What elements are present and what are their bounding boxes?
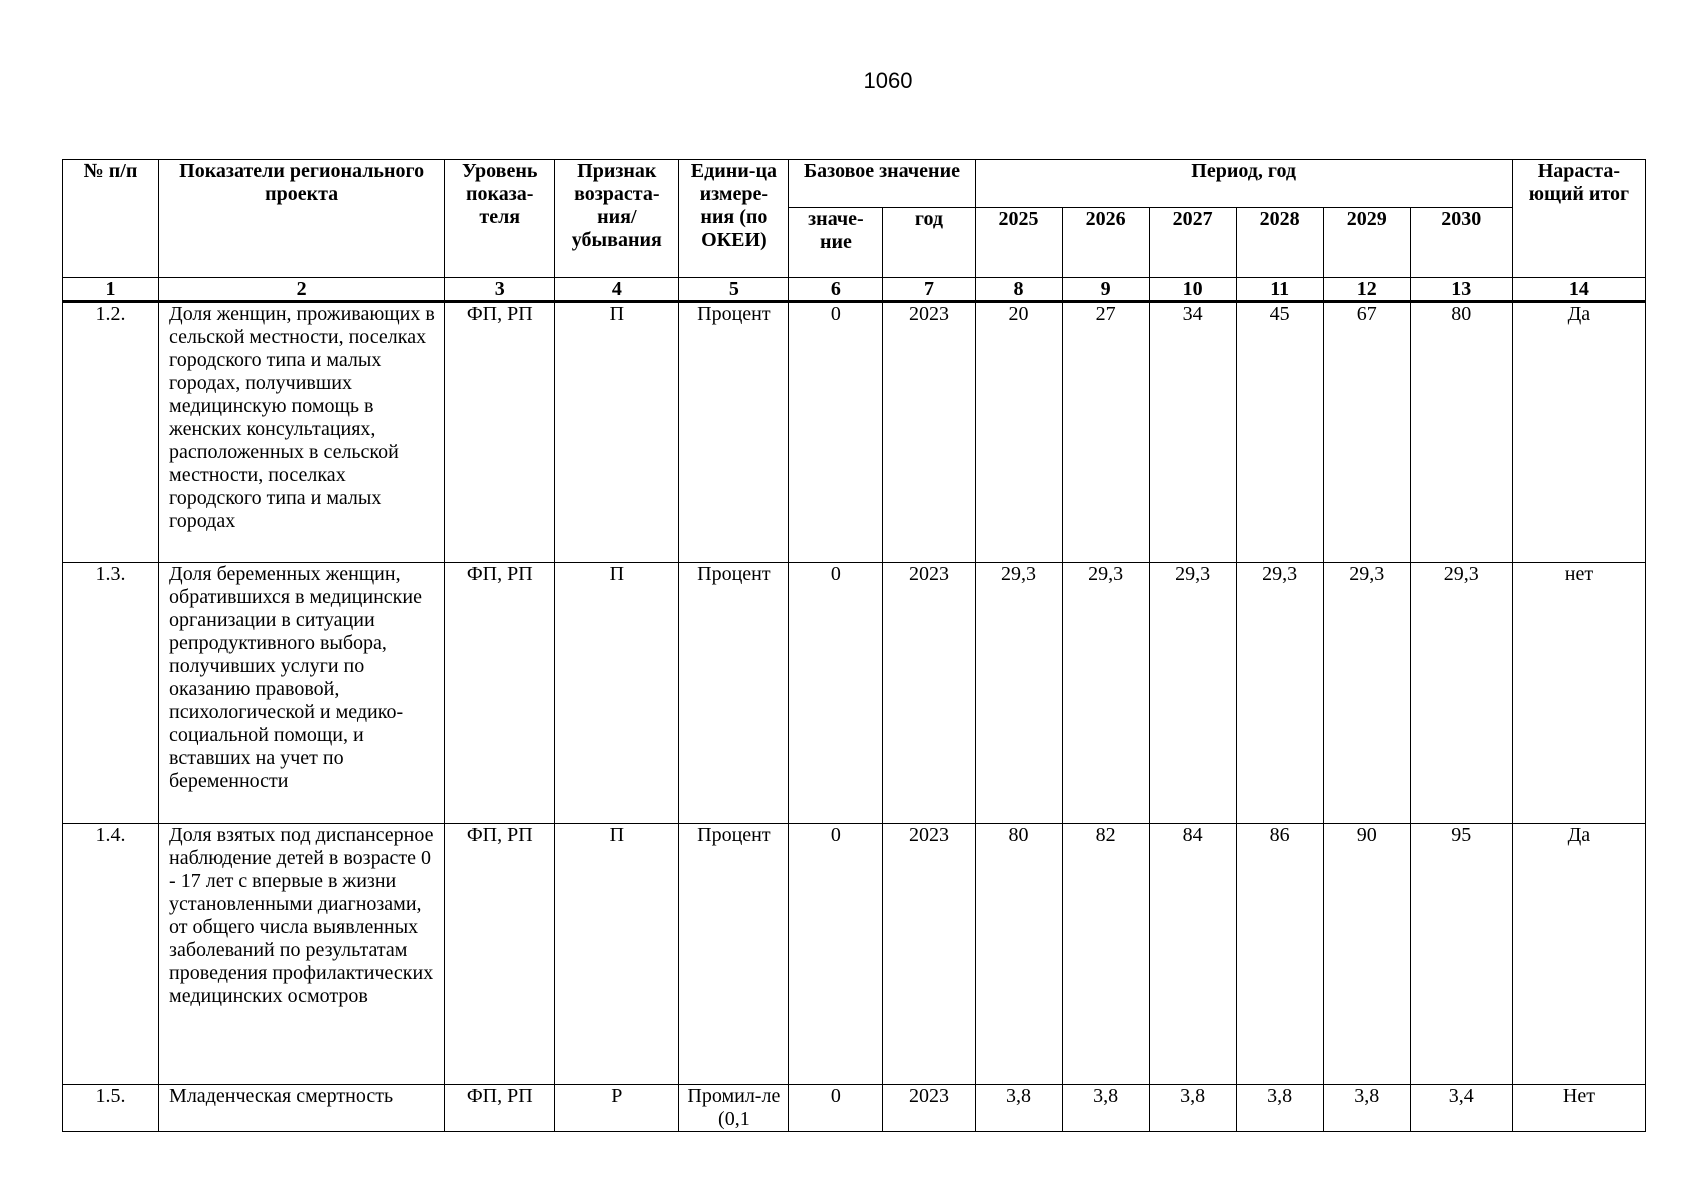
row-value: 29,3 [1149,563,1236,824]
column-number: 10 [1149,278,1236,302]
header-num: № п/п [63,160,159,278]
column-number: 1 [63,278,159,302]
column-number: 13 [1410,278,1512,302]
row-value: 80 [1410,302,1512,563]
row-cumulative: Да [1512,824,1645,1085]
row-base-value: 0 [789,1085,883,1132]
row-value: 29,3 [975,563,1062,824]
row-value: 29,3 [1410,563,1512,824]
row-base-year: 2023 [883,302,975,563]
row-value: 3,4 [1410,1085,1512,1132]
row-base-value: 0 [789,563,883,824]
row-num: 1.4. [63,824,159,1085]
row-value: 84 [1149,824,1236,1085]
row-value: 67 [1323,302,1410,563]
row-name: Младенческая смертность [159,1085,445,1132]
header-base-value: значе-ние [789,208,883,278]
row-unit: Промил-ле (0,1 [679,1085,789,1132]
column-number: 3 [445,278,555,302]
indicators-table [62,159,1646,1132]
row-value: 20 [975,302,1062,563]
row-num: 1.2. [63,302,159,563]
column-number: 7 [883,278,975,302]
row-level: ФП, РП [445,563,555,824]
row-num: 1.5. [63,1085,159,1132]
row-trend: Р [555,1085,679,1132]
header-cumulative: Нараста-ющий итог [1512,160,1645,278]
column-number: 11 [1236,278,1323,302]
row-level: ФП, РП [445,824,555,1085]
column-number: 4 [555,278,679,302]
row-value: 90 [1323,824,1410,1085]
column-number: 14 [1512,278,1645,302]
page-number: 1060 [863,68,913,93]
table-header [63,160,1646,302]
row-cumulative: нет [1512,563,1645,824]
row-trend: П [555,563,679,824]
row-value: 45 [1236,302,1323,563]
row-unit: Процент [679,824,789,1085]
row-name: Доля взятых под диспансерное наблюдение детей в возрасте 0 - 17 лет с впервые в жизни установленными диагнозами, от общего числа выявленных заболеваний по результатам проведения профилактических медицинских осмотров [159,824,445,1085]
header-year: 2026 [1062,208,1149,278]
column-number: 2 [159,278,445,302]
row-level: ФП, РП [445,302,555,563]
header-year: 2029 [1323,208,1410,278]
row-value: 82 [1062,824,1149,1085]
table-row [63,824,1646,1085]
row-base-value: 0 [789,824,883,1085]
header-base-year: год [883,208,975,278]
column-number: 5 [679,278,789,302]
table-row [63,1085,1646,1132]
row-cumulative: Да [1512,302,1645,563]
row-value: 29,3 [1323,563,1410,824]
row-base-year: 2023 [883,824,975,1085]
row-trend: П [555,824,679,1085]
header-year: 2027 [1149,208,1236,278]
header-year: 2030 [1410,208,1512,278]
row-name: Доля женщин, проживающих в сельской местности, поселках городского типа и малых городах, получивших медицинскую помощь в женских консультациях, расположенных в сельской местности, поселках городского типа и малых городах [159,302,445,563]
row-trend: П [555,302,679,563]
header-base-group: Базовое значение [789,160,975,208]
column-number: 6 [789,278,883,302]
header-name: Показатели регионального проекта [159,160,445,278]
row-level: ФП, РП [445,1085,555,1132]
row-value: 86 [1236,824,1323,1085]
header-year: 2025 [975,208,1062,278]
row-name: Доля беременных женщин, обратившихся в медицинские организации в ситуации репродуктивного выбора, получивших услуги по оказанию правовой, психологической и медико-социальной помощи, и вставших на учет по беременности [159,563,445,824]
row-unit: Процент [679,563,789,824]
header-unit: Едини-ца измере-ния (по ОКЕИ) [679,160,789,278]
header-year: 2028 [1236,208,1323,278]
row-value: 95 [1410,824,1512,1085]
column-number: 8 [975,278,1062,302]
row-value: 80 [975,824,1062,1085]
row-value: 3,8 [1323,1085,1410,1132]
table-body [63,302,1646,1132]
row-unit: Процент [679,302,789,563]
row-num: 1.3. [63,563,159,824]
column-number: 12 [1323,278,1410,302]
column-number-row [63,278,1646,302]
row-value: 29,3 [1062,563,1149,824]
row-value: 3,8 [1149,1085,1236,1132]
header-period-group: Период, год [975,160,1512,208]
header-trend: Признак возраста-ния/ убывания [555,160,679,278]
row-value: 27 [1062,302,1149,563]
row-cumulative: Нет [1512,1085,1645,1132]
column-number: 9 [1062,278,1149,302]
header-level: Уровень показа-теля [445,160,555,278]
row-value: 3,8 [1062,1085,1149,1132]
row-value: 3,8 [975,1085,1062,1132]
row-value: 3,8 [1236,1085,1323,1132]
table-row [63,563,1646,824]
row-base-year: 2023 [883,563,975,824]
row-value: 34 [1149,302,1236,563]
table-row [63,302,1646,563]
row-value: 29,3 [1236,563,1323,824]
row-base-value: 0 [789,302,883,563]
row-base-year: 2023 [883,1085,975,1132]
